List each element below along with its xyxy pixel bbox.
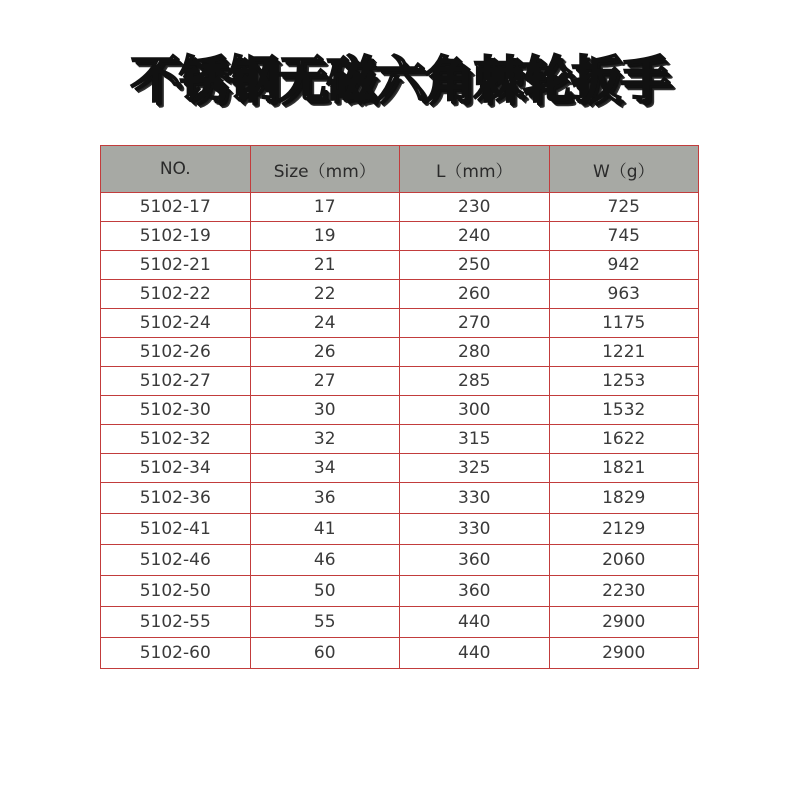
- cell-no: 5102-26: [101, 338, 251, 367]
- cell-length: 315: [400, 425, 550, 454]
- table-row: [101, 454, 699, 483]
- table-row: [101, 367, 699, 396]
- cell-length: 330: [400, 483, 550, 514]
- cell-no: 5102-19: [101, 222, 251, 251]
- cell-length: 360: [400, 576, 550, 607]
- table-row: [101, 483, 699, 514]
- cell-length: 300: [400, 396, 550, 425]
- header-weight: W（g）: [549, 146, 699, 193]
- table-row: [101, 607, 699, 638]
- header-length: L（mm）: [400, 146, 550, 193]
- cell-length: 270: [400, 309, 550, 338]
- cell-no: 5102-36: [101, 483, 251, 514]
- table-row: [101, 638, 699, 669]
- cell-length: 230: [400, 193, 550, 222]
- cell-size: 55: [250, 607, 400, 638]
- cell-weight: 1253: [549, 367, 699, 396]
- header-row: [101, 146, 699, 193]
- cell-no: 5102-27: [101, 367, 251, 396]
- cell-length: 330: [400, 514, 550, 545]
- cell-size: 30: [250, 396, 400, 425]
- cell-no: 5102-50: [101, 576, 251, 607]
- table-row: [101, 193, 699, 222]
- cell-weight: 1829: [549, 483, 699, 514]
- cell-size: 19: [250, 222, 400, 251]
- cell-length: 250: [400, 251, 550, 280]
- cell-length: 280: [400, 338, 550, 367]
- header-no: NO.: [101, 146, 251, 193]
- cell-size: 24: [250, 309, 400, 338]
- cell-weight: 942: [549, 251, 699, 280]
- cell-weight: 2060: [549, 545, 699, 576]
- cell-length: 285: [400, 367, 550, 396]
- header-size: Size（mm）: [250, 146, 400, 193]
- cell-size: 22: [250, 280, 400, 309]
- cell-no: 5102-32: [101, 425, 251, 454]
- cell-weight: 1532: [549, 396, 699, 425]
- cell-length: 440: [400, 638, 550, 669]
- cell-no: 5102-60: [101, 638, 251, 669]
- cell-weight: 1622: [549, 425, 699, 454]
- table-row: [101, 425, 699, 454]
- cell-no: 5102-21: [101, 251, 251, 280]
- cell-size: 32: [250, 425, 400, 454]
- cell-weight: 2129: [549, 514, 699, 545]
- cell-length: 240: [400, 222, 550, 251]
- table-row: [101, 545, 699, 576]
- table-row: [101, 576, 699, 607]
- cell-weight: 2900: [549, 607, 699, 638]
- table-row: [101, 396, 699, 425]
- cell-weight: 1221: [549, 338, 699, 367]
- spec-table: [100, 145, 699, 669]
- table-row: [101, 251, 699, 280]
- cell-weight: 2230: [549, 576, 699, 607]
- cell-length: 260: [400, 280, 550, 309]
- cell-length: 440: [400, 607, 550, 638]
- table-row: [101, 338, 699, 367]
- cell-size: 41: [250, 514, 400, 545]
- cell-length: 325: [400, 454, 550, 483]
- cell-length: 360: [400, 545, 550, 576]
- table-row: [101, 309, 699, 338]
- cell-no: 5102-24: [101, 309, 251, 338]
- cell-weight: 725: [549, 193, 699, 222]
- cell-weight: 1175: [549, 309, 699, 338]
- cell-no: 5102-22: [101, 280, 251, 309]
- cell-size: 46: [250, 545, 400, 576]
- table-body: [101, 193, 699, 669]
- cell-no: 5102-17: [101, 193, 251, 222]
- cell-weight: 745: [549, 222, 699, 251]
- cell-no: 5102-30: [101, 396, 251, 425]
- table-header: [101, 146, 699, 193]
- table-row: [101, 514, 699, 545]
- table-row: [101, 222, 699, 251]
- cell-weight: 963: [549, 280, 699, 309]
- cell-size: 50: [250, 576, 400, 607]
- cell-no: 5102-41: [101, 514, 251, 545]
- cell-no: 5102-46: [101, 545, 251, 576]
- cell-weight: 2900: [549, 638, 699, 669]
- cell-size: 60: [250, 638, 400, 669]
- cell-no: 5102-55: [101, 607, 251, 638]
- cell-size: 36: [250, 483, 400, 514]
- page-title: 不锈钢无磁六角棘轮扳手: [130, 51, 670, 109]
- table-row: [101, 280, 699, 309]
- cell-size: 26: [250, 338, 400, 367]
- cell-size: 34: [250, 454, 400, 483]
- cell-size: 21: [250, 251, 400, 280]
- cell-no: 5102-34: [101, 454, 251, 483]
- cell-size: 27: [250, 367, 400, 396]
- cell-weight: 1821: [549, 454, 699, 483]
- cell-size: 17: [250, 193, 400, 222]
